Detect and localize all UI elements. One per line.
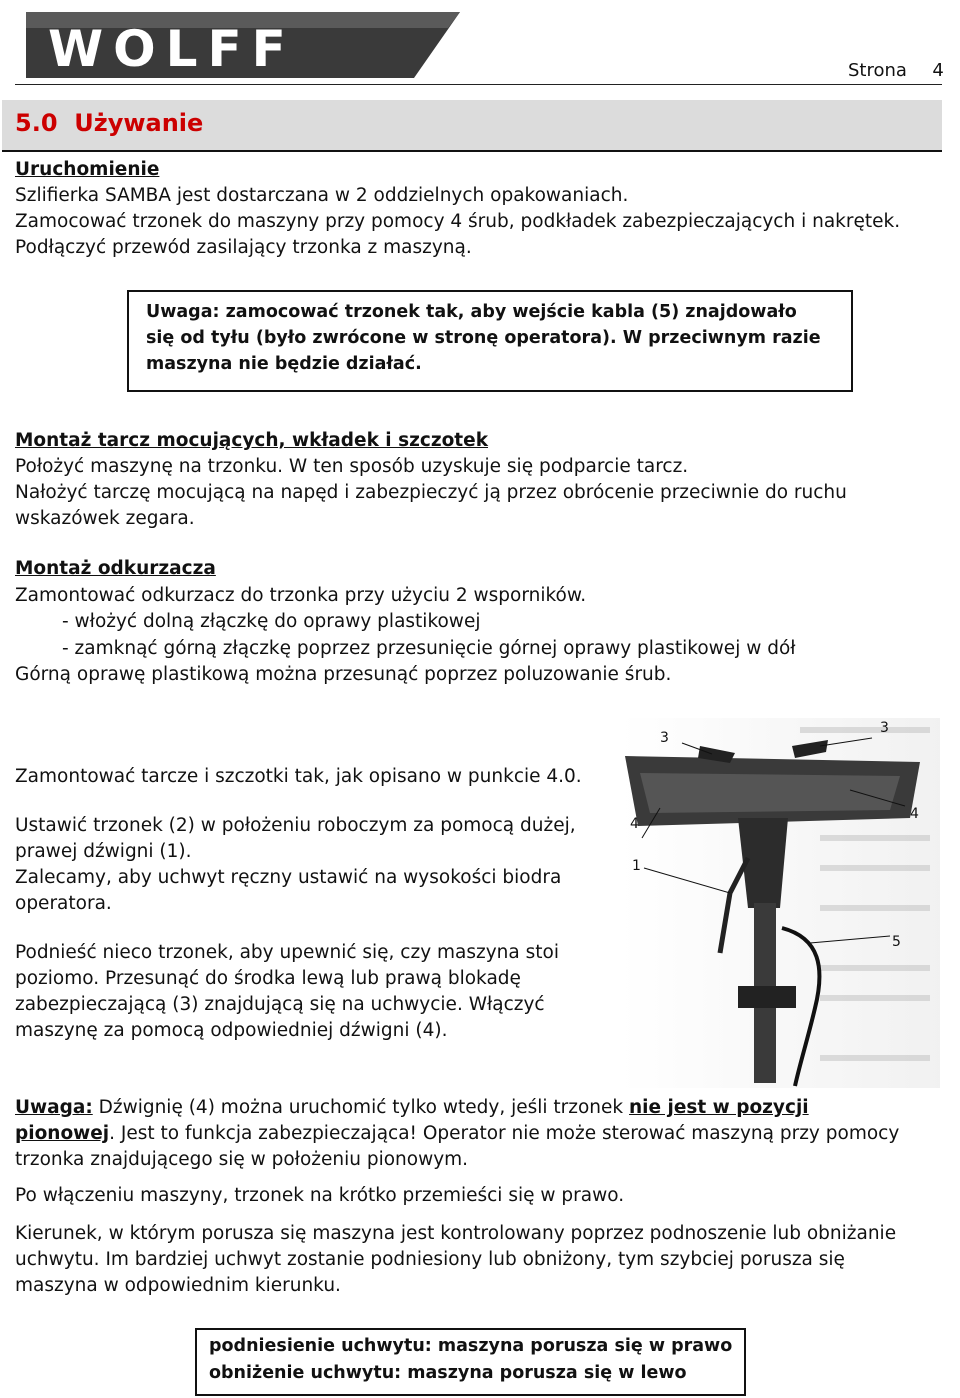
vacuum-line-1: Zamontować odkurzacz do trzonka przy użyciu 2 wsporników.: [15, 585, 587, 606]
section-title: [15, 109, 203, 137]
after-start-p2-line-3: maszyna w odpowiednim kierunku.: [15, 1275, 341, 1296]
instr-p2-line-4: operatora.: [15, 893, 112, 914]
warning-line-2: się od tyłu (było zwrócone w stronę operatora). W przeciwnym razie: [146, 328, 821, 348]
startup-heading: Uruchomienie: [15, 159, 160, 180]
section-bar-rule: [2, 150, 942, 152]
vacuum-line-4: Górną oprawę plastikową można przesunąć poprzez poluzowanie śrub.: [15, 664, 672, 685]
callout-4-right: 4: [910, 806, 919, 822]
note-emphasis-1: nie jest w pozycji: [629, 1097, 809, 1118]
discs-line-1: Położyć maszynę na trzonku. W ten sposób uzyskuje się podparcie tarcz.: [15, 456, 689, 477]
instr-p1-line-1: Zamontować tarcze i szczotki tak, jak opisano w punkcie 4.0.: [15, 766, 582, 787]
discs-heading: Montaż tarcz mocujących, wkładek i szczotek: [15, 430, 489, 451]
summary-box: [195, 1328, 746, 1396]
page-label: Strona: [848, 60, 907, 81]
after-start-p2-line-2: uchwytu. Im bardziej uchwyt zostanie podniesiony lub obniżony, tym szybciej porusza się: [15, 1249, 845, 1270]
vacuum-heading: Montaż odkurzacza: [15, 558, 216, 579]
note-line-1: [15, 1095, 809, 1121]
callout-5: 5: [892, 934, 901, 950]
wolff-logo: [18, 8, 460, 82]
callout-4-left: 4: [630, 816, 639, 832]
instr-p3-line-3: zabezpieczającą (3) znajdującą się na uchwycie. Włączyć: [15, 994, 545, 1015]
note-text-2: . Jest to funkcja zabezpieczająca! Operator nie może sterować maszyną przy pomocy: [109, 1123, 900, 1144]
vacuum-step-2: - zamknąć górną złączkę poprzez przesunięcie górnej oprawy plastikowej w dół: [62, 638, 796, 659]
logo-wordmark: WOLFF: [48, 20, 296, 78]
callout-3-left: 3: [660, 730, 669, 746]
note-line-3: trzonka znajdującego się w położeniu pionowym.: [15, 1149, 469, 1170]
note-line-2: [15, 1121, 899, 1147]
startup-line-2: Zamocować trzonek do maszyny przy pomocy 4 śrub, podkładek zabezpieczających i nakrętek.: [15, 211, 901, 232]
section-number: 5.0: [15, 109, 58, 137]
after-start-p1: Po włączeniu maszyny, trzonek na krótko przemieści się w prawo.: [15, 1185, 625, 1206]
summary-line-1: podniesienie uchwytu: maszyna porusza się w prawo: [209, 1336, 733, 1356]
machine-handle-figure: [620, 718, 940, 1088]
instr-p3-line-1: Podnieść nieco trzonek, aby upewnić się, czy maszyna stoi: [15, 942, 559, 963]
summary-line-2: obniżenie uchwytu: maszyna porusza się w lewo: [209, 1363, 687, 1383]
discs-line-2: Nałożyć tarczę mocującą na napęd i zabezpieczyć ją przez obrócenie przeciwnie do ruchu: [15, 482, 847, 503]
callout-1: 1: [632, 858, 641, 874]
callout-3-right: 3: [880, 720, 889, 736]
vacuum-step-1: - włożyć dolną złączkę do oprawy plastikowej: [62, 611, 481, 632]
note-emphasis-2: pionowej: [15, 1123, 110, 1144]
startup-line-3: Podłączyć przewód zasilający trzonka z maszyną.: [15, 237, 472, 258]
header-rule: [15, 84, 942, 85]
note-label: Uwaga:: [15, 1097, 93, 1118]
page-number-value: 4: [932, 60, 944, 81]
instr-p2-line-2: prawej dźwigni (1).: [15, 841, 192, 862]
instr-p2-line-1: Ustawić trzonek (2) w położeniu roboczym za pomocą dużej,: [15, 815, 576, 836]
warning-box: [127, 290, 853, 392]
page-number: [848, 60, 944, 81]
discs-line-3: wskazówek zegara.: [15, 508, 195, 529]
note-text-1: Dźwignię (4) można uruchomić tylko wtedy, jeśli trzonek: [92, 1097, 629, 1118]
after-start-p2-line-1: Kierunek, w którym porusza się maszyna jest kontrolowany poprzez podnoszenie lub obniżanie: [15, 1223, 897, 1244]
warning-line-1: Uwaga: zamocować trzonek tak, aby wejście kabla (5) znajdowało: [146, 302, 797, 322]
instr-p2-line-3: Zalecamy, aby uchwyt ręczny ustawić na wysokości biodra: [15, 867, 562, 888]
warning-line-3: maszyna nie będzie działać.: [146, 354, 422, 374]
shaft-clamp: [738, 986, 796, 1008]
instr-p3-line-4: maszynę za pomocą odpowiedniej dźwigni (4).: [15, 1020, 448, 1041]
instr-p3-line-2: poziomo. Przesunąć do środka lewą lub prawą blokadę: [15, 968, 521, 989]
section-name: Używanie: [74, 109, 204, 137]
startup-line-1: Szlifierka SAMBA jest dostarczana w 2 oddzielnych opakowaniach.: [15, 185, 629, 206]
